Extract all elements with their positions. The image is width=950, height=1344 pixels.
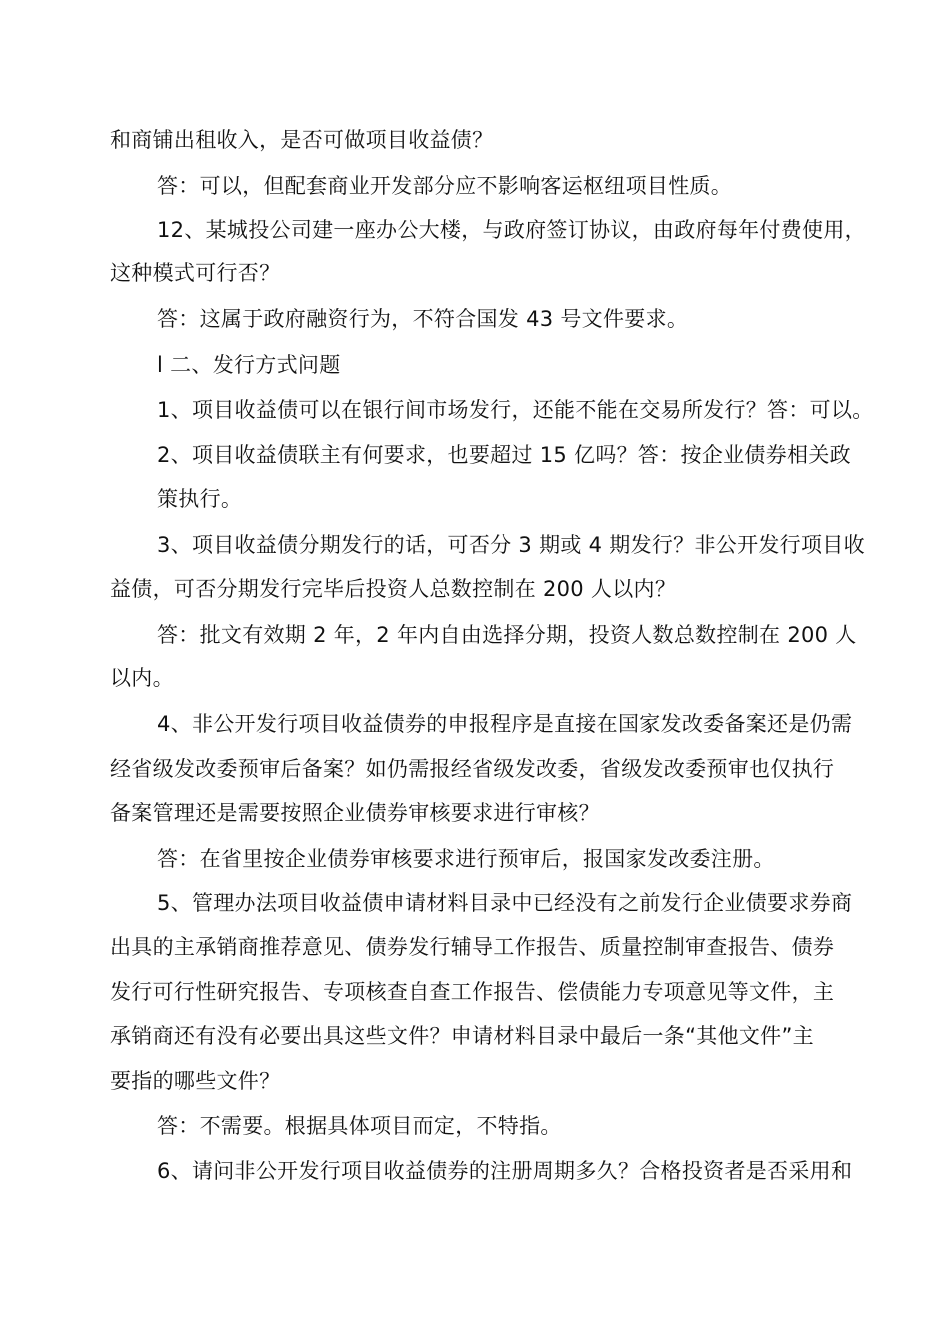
text-line: 和商铺出租收入，是否可做项目收益债？ [110,128,494,152]
text-line: 备案管理还是需要按照企业债券审核要求进行审核？ [110,801,600,825]
text-line: 5、管理办法项目收益债申请材料目录中已经没有之前发行企业债要求券商 [157,891,853,915]
text-line: 6、请问非公开发行项目收益债券的注册周期多久？合格投资者是否采用和 [157,1159,853,1183]
text-line: 出具的主承销商推荐意见、债券发行辅导工作报告、质量控制审查报告、债券 [110,935,835,959]
text-line: 4、非公开发行项目收益债券的申报程序是直接在国家发改委备案还是仍需 [157,712,853,736]
text-line: 3、项目收益债分期发行的话，可否分 3 期或 4 期发行？非公开发行项目收 [157,533,865,557]
text-line: 答：这属于政府融资行为，不符合国发 43 号文件要求。 [157,307,689,331]
text-line: 策执行。 [157,487,243,511]
text-line: 这种模式可行否？ [110,261,281,285]
text-line: 1、项目收益债可以在银行间市场发行，还能不能在交易所发行？答：可以。 [157,398,874,422]
text-line: 答：可以，但配套商业开发部分应不影响客运枢纽项目性质。 [157,174,733,198]
text-line: 以内。 [110,666,174,690]
text-line: 答：不需要。根据具体项目而定，不特指。 [157,1114,562,1138]
text-line: 答：在省里按企业债券审核要求进行预审后，报国家发改委注册。 [157,847,775,871]
text-line: 12、某城投公司建一座办公大楼，与政府签订协议，由政府每年付费使用， [157,218,866,242]
text-line: 益债，可否分期发行完毕后投资人总数控制在 200 人以内？ [110,577,677,601]
text-line: 要指的哪些文件？ [110,1069,281,1093]
text-line: 承销商还有没有必要出具这些文件？申请材料目录中最后一条“其他文件”主 [110,1024,814,1048]
text-line: 经省级发改委预审后备案？如仍需报经省级发改委，省级发改委预审也仅执行 [110,757,835,781]
text-line: 发行可行性研究报告、专项核查自查工作报告、偿债能力专项意见等文件，主 [110,980,835,1004]
text-line: 答：批文有效期 2 年，2 年内自由选择分期，投资人数总数控制在 200 人 [157,623,857,647]
text-line: 2、项目收益债联主有何要求，也要超过 15 亿吗？答：按企业债券相关政 [157,443,851,467]
section-heading: l 二、发行方式问题 [157,353,341,377]
